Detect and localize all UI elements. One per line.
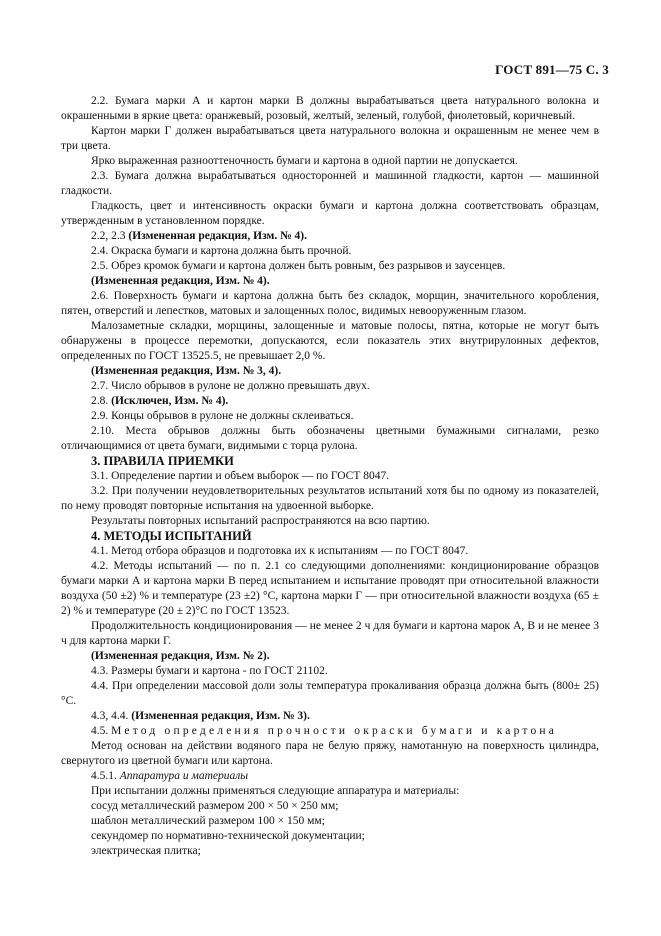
subsection-heading bbox=[61, 769, 599, 784]
section-heading: 4. МЕТОДЫ ИСПЫТАНИЙ bbox=[91, 529, 252, 543]
paragraph: 4.2. Методы испытаний — по п. 2.1 со следующими дополнениями: кондиционирование образцов бумаги марки А и картона марки В перед испытанием и испытание проводят при относительной влажности воздуха (50 ±2) % и температуре (23 ±2) °С, картона марки Г — при относительной влажности воздуха (65 ± 2) % и температуре (20 ± 2)°С по ГОСТ 13523. bbox=[61, 560, 599, 617]
paragraph: 2.6. Поверхность бумаги и картона должна быть без складок, морщин, значительного коробления, пятен, отверстий и лепестков, матовых и залощенных полос, видимых невооруженным глазом. bbox=[61, 290, 599, 317]
list-item: сосуд металлический размером 200 × 50 × 250 мм; bbox=[91, 800, 339, 812]
amendment-label: (Измененная редакция, Изм. № 4). bbox=[128, 230, 308, 242]
paragraph: 2.4. Окраска бумаги и картона должна быть прочной. bbox=[91, 245, 352, 257]
amendment-note: (Измененная редакция, Изм. № 4). bbox=[91, 275, 270, 287]
paragraph: 2.3. Бумага должна вырабатываться односторонней и машинной гладкости, картон — машинной гладкости. bbox=[61, 170, 599, 197]
paragraph: 3.1. Определение партии и объем выборок — по ГОСТ 8047. bbox=[91, 470, 390, 482]
paragraph: 2.9. Концы обрывов в рулоне не должны склеиваться. bbox=[91, 410, 354, 422]
paragraph: 2.10. Места обрывов должны быть обозначены цветными бумажными сигналами, резко отличающимися от цвета бумаги, видимыми с торца рулона. bbox=[61, 425, 599, 452]
running-header: ГОСТ 891—75 С. 3 bbox=[495, 62, 609, 77]
amendment-note: (Измененная редакция, Изм. № 3, 4). bbox=[91, 365, 282, 377]
section-heading: 3. ПРАВИЛА ПРИЕМКИ bbox=[91, 454, 234, 468]
clause-ref: 2.2, 2.3 bbox=[91, 230, 126, 242]
amendment-label: (Исключен, Изм. № 4). bbox=[111, 395, 229, 407]
amendment-label: (Измененная редакция, Изм. № 3). bbox=[131, 710, 310, 722]
paragraph: 2.7. Число обрывов в рулоне не должно превышать двух. bbox=[91, 380, 370, 392]
paragraph: 4.4. При определении массовой доли золы температура прокаливания образца должна быть (800± 25) °С. bbox=[61, 680, 599, 707]
subsection-title: Аппаратура и материалы bbox=[119, 770, 249, 782]
paragraph: Гладкость, цвет и интенсивность окраски бумаги и картона должна соответствовать образцам, утвержденным в установленном порядке. bbox=[61, 200, 599, 227]
spaced-heading: Метод определения прочности окраски бумаги и картона bbox=[111, 725, 558, 737]
clause-ref: 4.5.1. bbox=[91, 770, 117, 782]
paragraph: Метод основан на действии водяного пара не белую пряжу, намотанную на поверхность цилиндра, свернутого из цветной бумаги или картона. bbox=[61, 740, 599, 767]
list-item: секундомер по нормативно-технической документации; bbox=[91, 830, 365, 842]
paragraph: Результаты повторных испытаний распространяются на всю партию. bbox=[91, 515, 430, 527]
paragraph: Продолжительность кондиционирования — не менее 2 ч для бумаги и картона марок А, В и не менее 3 ч для картона марки Г. bbox=[61, 620, 599, 647]
list-item: электрическая плитка; bbox=[91, 845, 201, 857]
method-heading bbox=[61, 724, 599, 739]
paragraph: При испытании должны применяться следующие аппаратура и материалы: bbox=[91, 785, 460, 797]
amendment-note: (Измененная редакция, Изм. № 2). bbox=[91, 650, 270, 662]
amendment-note bbox=[61, 229, 599, 244]
clause-ref: 2.8. bbox=[91, 395, 109, 407]
paragraph: 4.3. Размеры бумаги и картона - по ГОСТ 21102. bbox=[91, 665, 328, 677]
list-item: шаблон металлический размером 100 × 150 мм; bbox=[91, 815, 325, 827]
paragraph: 2.2. Бумага марки А и картон марки В должны вырабатываться цвета натурального волокна и окрашенными в яркие цвета: оранжевый, розовый, желтый, зеленый, голубой, фиолетовый, коричневый. bbox=[61, 95, 599, 122]
amendment-note bbox=[61, 709, 599, 724]
amendment-note bbox=[61, 394, 599, 409]
paragraph: Ярко выраженная разнооттеночность бумаги и картона в одной партии не допускается. bbox=[91, 155, 518, 167]
paragraph: 2.5. Обрез кромок бумаги и картона должен быть ровным, без разрывов и заусенцев. bbox=[91, 260, 506, 272]
paragraph: Картон марки Г должен вырабатываться цвета натурального волокна и окрашенным не менее чем в три цвета. bbox=[61, 125, 599, 152]
clause-ref: 4.3, 4.4. bbox=[91, 710, 129, 722]
paragraph: 3.2. При получении неудовлетворительных результатов испытаний хотя бы по одному из показателей, по нему проводят повторные испытания на удвоенной выборке. bbox=[61, 485, 599, 512]
clause-ref: 4.5. bbox=[91, 725, 109, 737]
paragraph: Малозаметные складки, морщины, залощенные и матовые полосы, пятна, которые не могут быть обнаружены в процессе перемотки, допускаются, если показатель этих внутрирулонных дефектов, определенных по ГОСТ 13525.5, не превышает 2,0 %. bbox=[61, 320, 599, 362]
document-body bbox=[61, 94, 599, 859]
paragraph: 4.1. Метод отбора образцов и подготовка их к испытаниям — по ГОСТ 8047. bbox=[91, 545, 469, 557]
